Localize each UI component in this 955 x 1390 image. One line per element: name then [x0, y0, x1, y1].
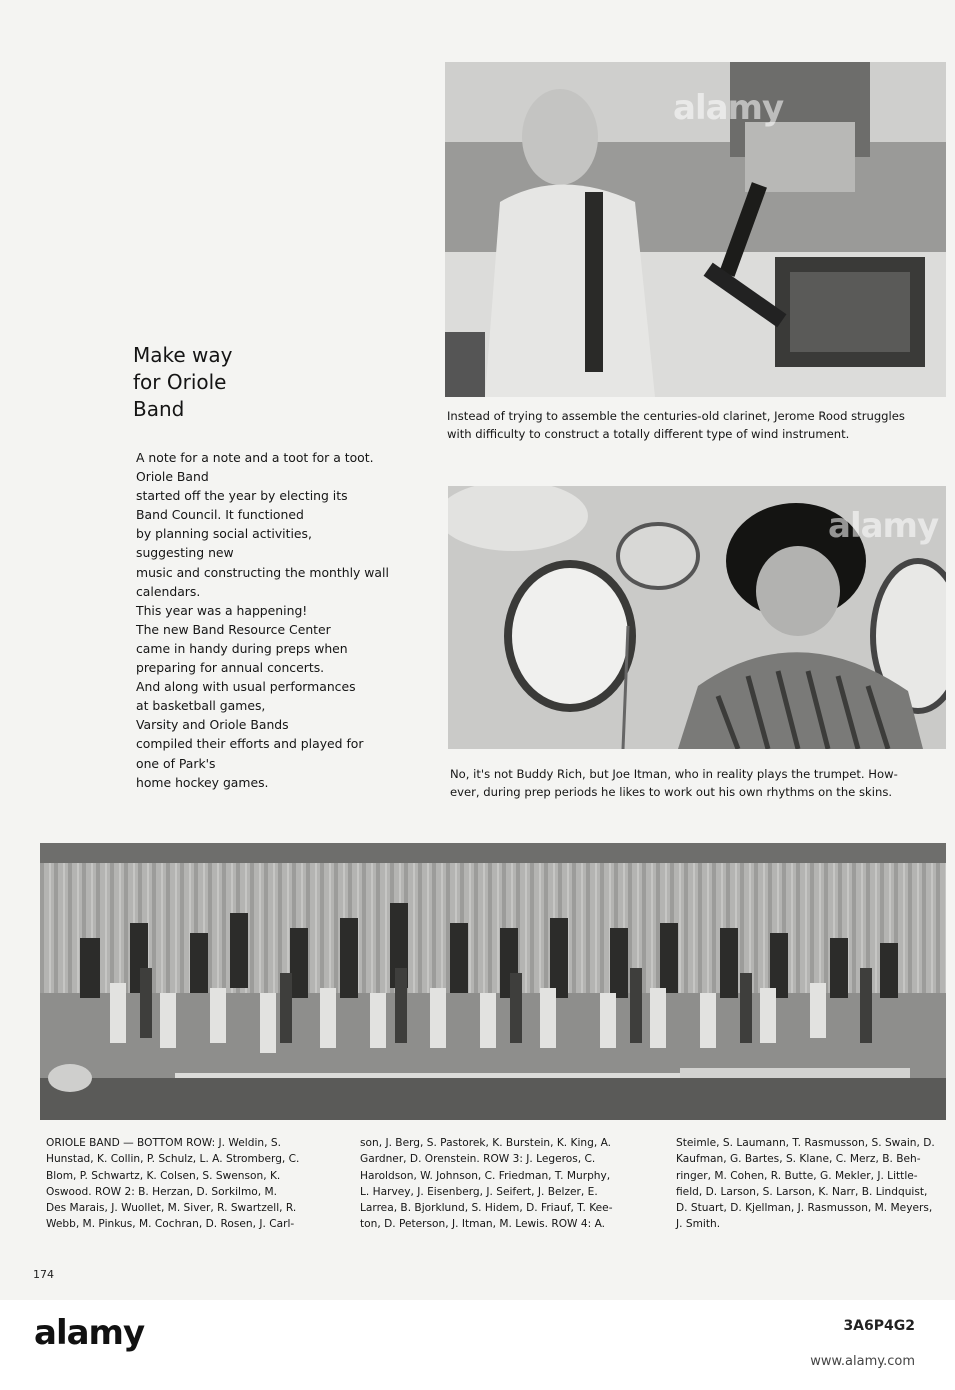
roster-col-2: son, J. Berg, S. Pastorek, K. Burstein, K. King, A. Gardner, D. Orenstein. ROW 3: J. Legeros, C. Haroldson, W. Johnson, C. Friedman, T. Murphy, L. Harvey, J. Eisenberg, J. Seifert, J. Belzer, E. Larrea, B. Bjorklund, S. Hidem, D. Friauf, T. Kee- ton, D. Peterson, J. Itman, M. Lewis. ROW 4: A.	[360, 1137, 613, 1231]
story-line: And along with usual performances	[136, 679, 356, 695]
story-line: A note for a note and a toot for a toot.	[136, 450, 374, 465]
roster-col-3: Steimle, S. Laumann, T. Rasmusson, S. Swain, D. Kaufman, G. Bartes, S. Klane, C. Merz, B. Beh- ringer, M. Cohen, R. Butte, G. Mekler, J. Little- field, D. Larson, S. Larson, K. Narr, B. Lindquist, D. Stuart, D. Kjellman, J. Rasmusson, M. Meyers, J. Smith.	[676, 1137, 935, 1231]
clarinet-photo	[445, 62, 946, 397]
story-line: Varsity and Oriole Bands	[136, 717, 289, 733]
band-group-photo	[40, 843, 946, 1120]
article-body	[136, 448, 436, 792]
drummer-caption: No, it's not Buddy Rich, but Joe Itman, who in reality plays the trumpet. How- ever, during prep periods he likes to work out his own rhythms on the skins.	[450, 767, 898, 799]
story-line: by planning social activities,	[136, 526, 312, 542]
story-line: home hockey games.	[136, 774, 269, 790]
story-line: came in handy during preps when	[136, 640, 348, 656]
story-line: The new Band Resource Center	[136, 621, 331, 637]
page-number: 174	[33, 1268, 54, 1281]
story-line: preparing for annual concerts.	[136, 660, 325, 676]
clarinet-caption: Instead of trying to assemble the centuries-old clarinet, Jerome Rood struggles with difficulty to construct a totally different type of wind instrument.	[447, 409, 905, 441]
story-line: one of Park's	[136, 755, 216, 771]
drummer-photo	[448, 486, 946, 749]
roster-col-1: ORIOLE BAND — BOTTOM ROW: J. Weldin, S. Hunstad, K. Collin, P. Schulz, L. A. Stromberg, C. Blom, P. Schwartz, K. Colsen, S. Swenson, K. Oswood. ROW 2: B. Herzan, D. Sorkilmo, M. Des Marais, J. Wuollet, M. Siver, R. Swartzell, R. Webb, M. Pinkus, M. Cochran, D. Rosen, J. Carl-	[46, 1137, 300, 1231]
alamy-logo: alamy	[34, 1313, 145, 1353]
story-line: calendars.	[136, 583, 201, 599]
image-url[interactable]: www.alamy.com	[810, 1354, 915, 1369]
article-headline: Make way for Oriole Band	[133, 343, 233, 421]
story-line: started off the year by electing its	[136, 488, 348, 504]
story-line: Band Council. It functioned	[136, 507, 304, 523]
watermark: alamy	[828, 506, 939, 546]
story-line: suggesting new	[136, 545, 234, 561]
image-id: 3A6P4G2	[843, 1318, 915, 1334]
story-line: This year was a happening!	[136, 602, 308, 618]
story-line: at basketball games,	[136, 698, 266, 714]
watermark: alamy	[673, 88, 784, 128]
story-line: music and constructing the monthly wall	[136, 564, 389, 580]
story-line: compiled their efforts and played for	[136, 736, 364, 752]
story-line: Oriole Band	[136, 469, 209, 485]
